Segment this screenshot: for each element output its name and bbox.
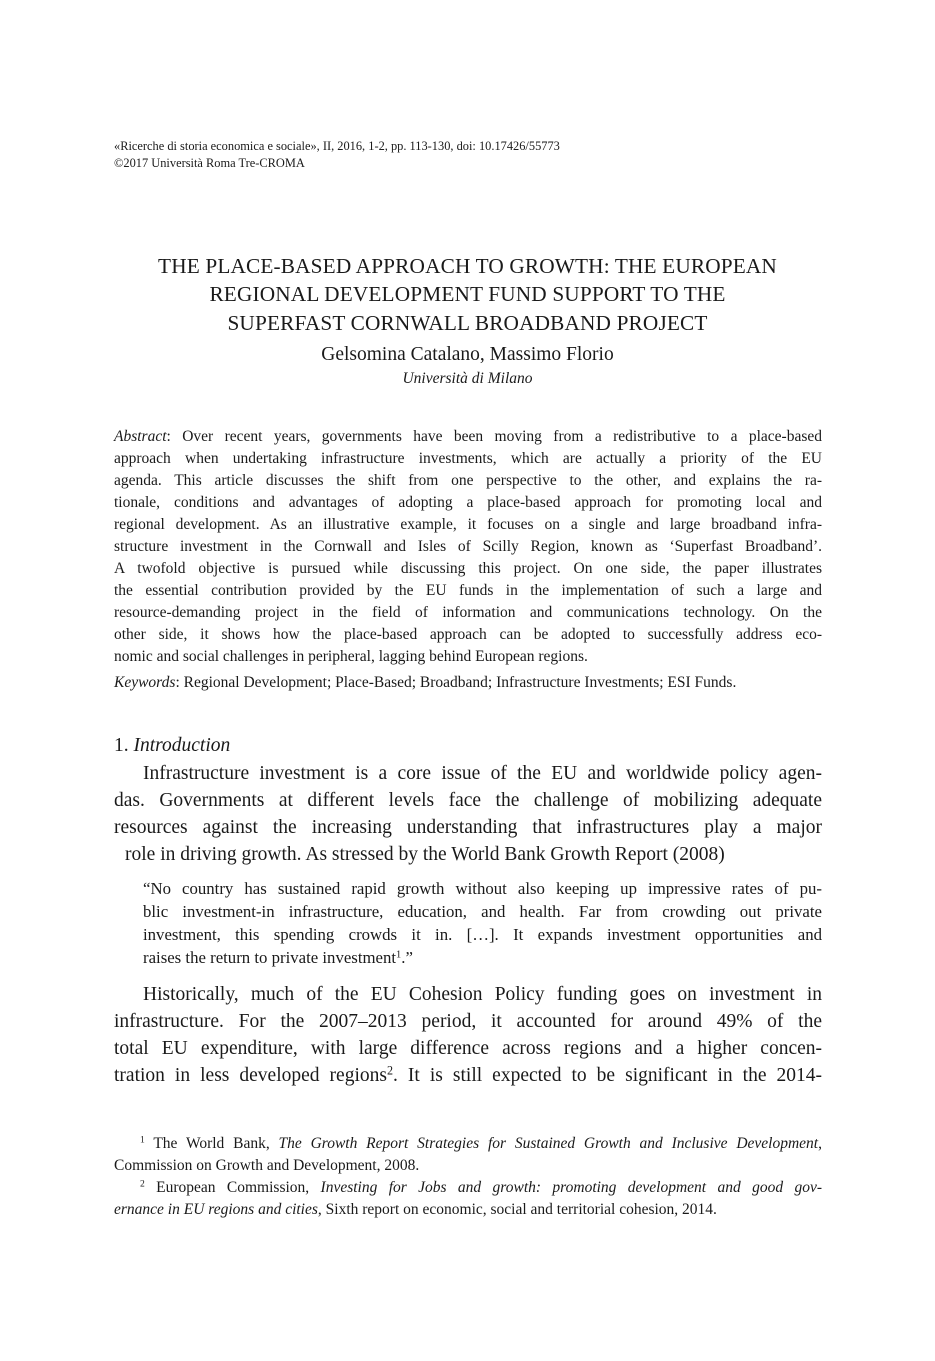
footnote-ref: 2 [386, 1063, 394, 1078]
abstract-line: regional development. As an illustrative example, it focuses on a single and large broadband infra- [114, 516, 822, 533]
author-affiliation: Università di Milano [402, 370, 533, 387]
section-heading [114, 733, 230, 759]
abstract-line: structure investment in the Cornwall and Isles of Scilly Region, known as ‘Superfast Broadband’. [114, 538, 822, 555]
abstract-line: nomic and social challenges in peripheral, lagging behind European regions. [114, 648, 588, 665]
abstract-line: the essential contribution provided by the EU funds in the implementation of such a large and [114, 582, 822, 599]
footnote-line [114, 1177, 822, 1199]
footnote-text: The World Bank, [144, 1135, 279, 1152]
quote-text: .” [401, 948, 413, 967]
keywords-label: Keywords [114, 674, 176, 691]
quote-line: investment, this spending crowds it in. […]. It expands investment opportunities and [143, 925, 822, 944]
footnote-line [114, 1133, 822, 1155]
footnote-line: Commission on Growth and Development, 2008. [114, 1157, 420, 1174]
paragraph-line: total EU expenditure, with large difference across regions and a higher concen- [114, 1038, 822, 1059]
footnote-cited-title: Investing for Jobs and growth: promoting development and good gov- [320, 1179, 822, 1196]
abstract [114, 426, 822, 668]
paragraph-line [114, 1062, 822, 1089]
journal-citation: «Ricerche di storia economica e sociale», II, 2016, 1-2, pp. 113-130, doi: 10.17426/55773 [114, 139, 560, 153]
quote-line [143, 946, 822, 969]
abstract-text: : Over recent years, governments have been moving from a redistributive to a place-based [166, 428, 822, 445]
abstract-line: approach when undertaking infrastructure investments, which are actually a priority of the EU [114, 450, 822, 467]
paragraph-text: . It is still expected to be significant in the 2014- [393, 1065, 822, 1086]
title-line: SUPERFAST CORNWALL BROADBAND PROJECT [227, 310, 708, 335]
footnote-text: , Sixth report on economic, social and territorial cohesion, 2014. [317, 1201, 717, 1218]
article-title [108, 252, 827, 337]
title-line: REGIONAL DEVELOPMENT FUND SUPPORT TO THE [209, 282, 726, 307]
block-quote [143, 877, 822, 969]
abstract-line [114, 426, 822, 448]
quote-line: “No country has sustained rapid growth without also keeping up impressive rates of pu- [143, 879, 822, 898]
abstract-line: resource-demanding project in the field of information and communications technology. On the [114, 604, 822, 621]
paragraph-line: Infrastructure investment is a core issue of the EU and worldwide policy agen- [143, 763, 822, 784]
footnote-text: European Commission, [144, 1179, 321, 1196]
abstract-label: Abstract [114, 428, 167, 445]
quote-line: blic investment-in infrastructure, education, and health. Far from crowding out private [143, 902, 822, 921]
paragraph-line: das. Governments at different levels face the challenge of mobilizing adequate [114, 790, 822, 811]
footnotes [114, 1133, 822, 1221]
keywords [114, 672, 822, 694]
author-names: Gelsomina Catalano, Massimo Florio [321, 344, 614, 365]
abstract-line: agenda. This article discusses the shift from one perspective to the other, and explains the ra- [114, 472, 822, 489]
abstract-line: A twofold objective is pursued while discussing this project. On one side, the paper illustrates [114, 560, 822, 577]
paragraph-line: resources against the increasing understanding that infrastructures play a major [114, 817, 822, 838]
paragraph-text: tration in less developed regions [114, 1065, 387, 1086]
footnote-text: , [818, 1135, 822, 1152]
footnote-marker: 2 [140, 1178, 145, 1190]
footnote-cited-title: ernance in EU regions and cities [114, 1201, 318, 1218]
body-paragraph [114, 981, 822, 1089]
section-number: 1. [114, 735, 134, 756]
footnote-line [114, 1199, 822, 1221]
abstract-line: tionale, conditions and advantages of adopting a place-based approach for promoting local and [114, 494, 822, 511]
paragraph-line: role in driving growth. As stressed by the World Bank Growth Report (2008) [125, 844, 725, 865]
keywords-text: : Regional Development; Place-Based; Broadband; Infrastructure Investments; ESI Funds. [175, 674, 737, 691]
footnote-cited-title: The Growth Report Strategies for Sustained Growth and Inclusive Development [278, 1135, 819, 1152]
abstract-line: other side, it shows how the place-based approach can be adopted to successfully address eco- [114, 626, 822, 643]
paragraph-line: infrastructure. For the 2007–2013 period, it accounted for around 49% of the [114, 1011, 822, 1032]
section-title: Introduction [133, 735, 231, 756]
paragraph-line: Historically, much of the EU Cohesion Policy funding goes on investment in [143, 984, 822, 1005]
copyright-notice: ©2017 Università Roma Tre-CROMA [114, 156, 305, 170]
footnote-ref: 1 [396, 949, 402, 961]
footnote-marker: 1 [140, 1134, 145, 1146]
quote-text: raises the return to private investment [143, 948, 397, 967]
title-line: THE PLACE-BASED APPROACH TO GROWTH: THE EUROPEAN [158, 254, 777, 278]
body-paragraph [114, 760, 822, 868]
